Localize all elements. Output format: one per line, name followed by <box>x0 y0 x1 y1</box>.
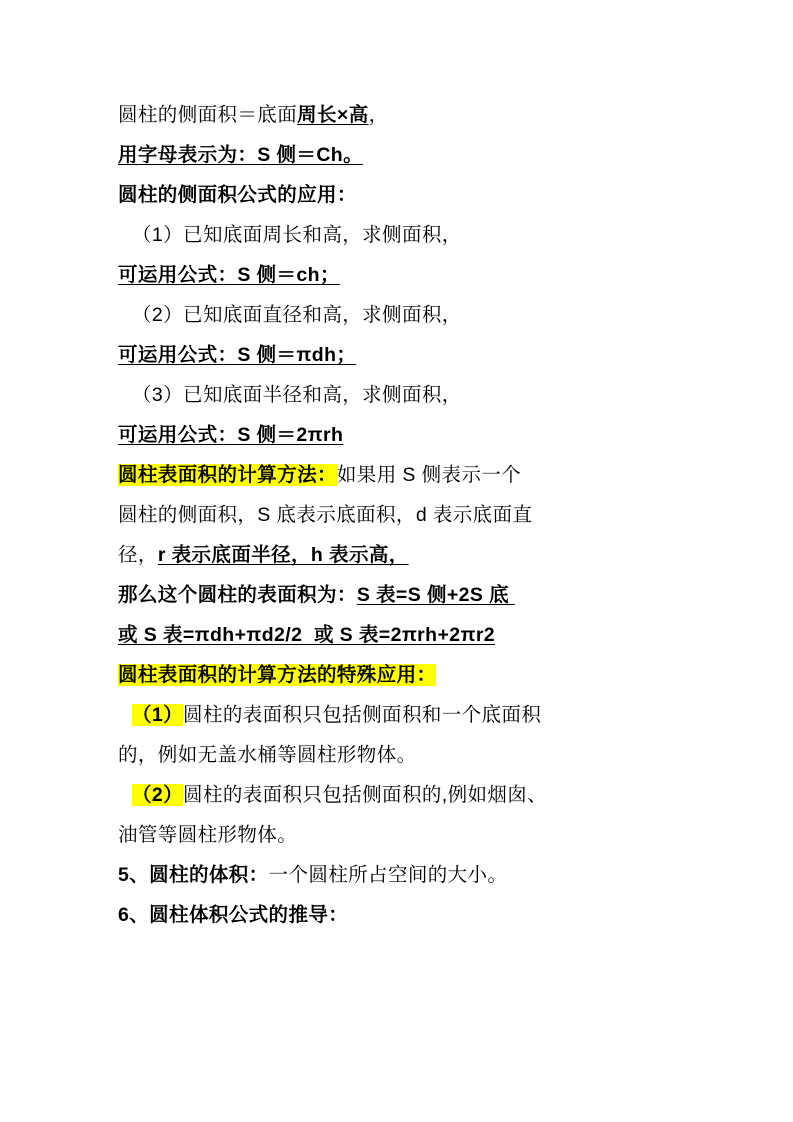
case-1-formula <box>118 255 675 295</box>
special-case-2-continued <box>118 815 675 855</box>
document-body <box>118 95 675 935</box>
surface-area-method-body-2 <box>118 535 675 575</box>
case-3-formula <box>118 415 675 455</box>
case-1-formula-segment-1: 可运用公式：S 侧＝ch； <box>118 264 340 286</box>
item-6-volume-derivation-segment-1: 6、圆柱体积公式的推导： <box>118 904 349 926</box>
case-2-condition-segment-1: （2）已知底面直径和高，求侧面积， <box>132 304 462 326</box>
special-case-2 <box>118 775 675 815</box>
surface-area-method-body-1 <box>118 495 675 535</box>
special-application-heading <box>118 655 675 695</box>
surface-area-method-body-1-segment-1: 圆柱的侧面积，S 底表示底面积，d 表示底面直 <box>118 504 533 526</box>
case-2-formula-segment-1: 可运用公式：S 侧＝πdh； <box>118 344 357 366</box>
item-6-volume-derivation <box>118 895 675 935</box>
lateral-area-formula-intro-segment-1: 圆柱的侧面积＝底面 <box>118 104 298 126</box>
lateral-area-formula-intro-segment-2: 周长×高 <box>297 104 369 126</box>
special-case-2-continued-segment-1: 油管等圆柱形物体。 <box>118 824 298 846</box>
lateral-area-letter-expression <box>118 135 675 175</box>
special-case-1-segment-1: （1） <box>132 704 184 726</box>
case-2-formula <box>118 335 675 375</box>
case-2-condition <box>118 295 675 335</box>
surface-area-method-heading-segment-2: 如果用 S 侧表示一个 <box>336 464 522 486</box>
special-case-1-continued-segment-1: 的，例如无盖水桶等圆柱形物体。 <box>118 744 417 766</box>
case-3-condition-segment-1: （3）已知底面半径和高，求侧面积， <box>132 384 462 406</box>
lateral-area-application-heading-segment-1: 圆柱的侧面积公式的应用： <box>118 184 357 206</box>
lateral-area-formula-intro-segment-3: ， <box>368 104 389 126</box>
item-5-volume <box>118 855 675 895</box>
special-application-heading-segment-1: 圆柱表面积的计算方法的特殊应用： <box>118 664 437 686</box>
special-case-2-segment-1: （2） <box>132 784 184 806</box>
special-case-2-segment-2: 圆柱的表面积只包括侧面积的,例如烟囱、 <box>183 784 548 806</box>
surface-area-formula-line-1-segment-1: 那么这个圆柱的表面积为： <box>118 584 357 606</box>
surface-area-formula-line-1-segment-2: S 表=S 侧+2S 底 <box>356 584 515 606</box>
surface-area-formula-line-2-segment-1: 或 S 表=πdh+πd2/2 或 S 表=2πrh+2πr2 <box>118 624 496 646</box>
case-3-condition <box>118 375 675 415</box>
lateral-area-letter-expression-segment-1: 用字母表示为：S 侧＝Ch。 <box>118 144 364 166</box>
surface-area-formula-line-2 <box>118 615 675 655</box>
lateral-area-formula-intro <box>118 95 675 135</box>
surface-area-method-heading-segment-1: 圆柱表面积的计算方法： <box>118 464 337 486</box>
item-5-volume-segment-2: 一个圆柱所占空间的大小。 <box>268 864 508 886</box>
lateral-area-application-heading <box>118 175 675 215</box>
surface-area-method-body-2-segment-2: r 表示底面半径，h 表示高， <box>157 544 409 566</box>
item-5-volume-segment-1: 5、圆柱的体积： <box>118 864 269 886</box>
special-case-1 <box>118 695 675 735</box>
surface-area-formula-line-1 <box>118 575 675 615</box>
special-case-1-continued <box>118 735 675 775</box>
case-1-condition-segment-1: （1）已知底面周长和高，求侧面积， <box>132 224 462 246</box>
special-case-1-segment-2: 圆柱的表面积只包括侧面积和一个底面积 <box>183 704 542 726</box>
surface-area-method-heading <box>118 455 675 495</box>
case-1-condition <box>118 215 675 255</box>
surface-area-method-body-2-segment-1: 径， <box>118 544 158 566</box>
case-3-formula-segment-1: 可运用公式：S 侧＝2πrh <box>118 424 344 446</box>
